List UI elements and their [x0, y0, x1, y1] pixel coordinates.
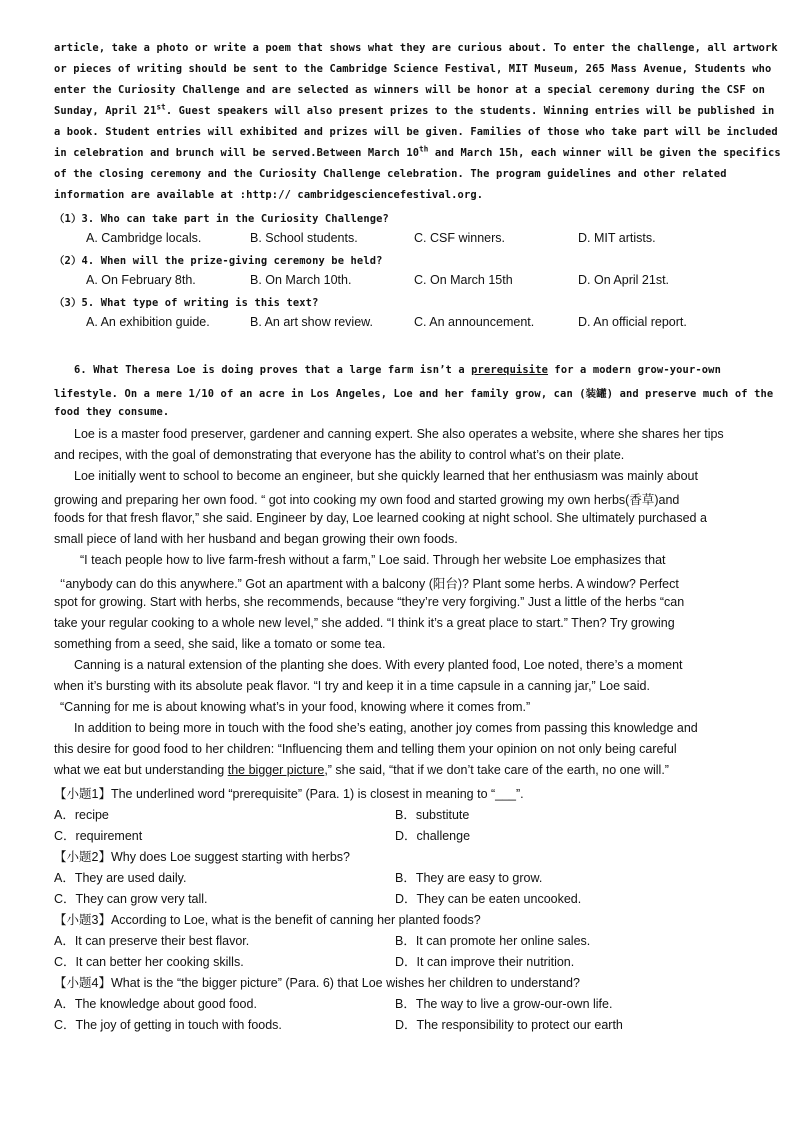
answer-option[interactable]: D. MIT artists. [578, 231, 656, 245]
passage-2-line: food they consume. [54, 406, 170, 418]
answer-option[interactable]: C．requirement [54, 829, 143, 843]
answer-option[interactable]: A. On February 8th. [86, 273, 196, 287]
underlined-word: prerequisite [471, 364, 549, 376]
passage-2-line: lifestyle. On a mere 1/10 of an acre in Los Angeles, Loe and her family grow, can (装罐) and preserve much of the [54, 388, 774, 400]
answer-option[interactable]: A. Cambridge locals. [86, 231, 202, 245]
answer-option[interactable]: B．The way to live a grow-our-own life. [395, 997, 613, 1011]
passage-2-line: In addition to being more in touch with the food she’s eating, another joy comes from passing this knowledge and [74, 721, 698, 735]
passage-2-line: Loe is a master food preserver, gardener and canning expert. She also operates a website, where she shares her tips [74, 427, 724, 441]
answer-option[interactable]: D．It can improve their nutrition. [395, 955, 575, 969]
answer-option[interactable]: D．The responsibility to protect our earth [395, 1018, 623, 1032]
answer-option[interactable]: C. CSF winners. [414, 231, 505, 245]
answer-option[interactable]: C．It can better her cooking skills. [54, 955, 244, 969]
passage-2-line: small piece of land with her husband and began growing their own foods. [54, 532, 458, 546]
answer-option[interactable]: A．recipe [54, 808, 109, 822]
text-run: Sunday, April 21 [54, 105, 157, 117]
text-run: in celebration and brunch will be served.Between March 10 [54, 147, 420, 159]
passage-2-line: this desire for good food to her children: “Influencing them and telling them your opinion on not only being careful [54, 742, 677, 756]
passage-2-line: and recipes, with the goal of demonstrating that everyone has the ability to control what’s on their plate. [54, 448, 625, 462]
question-stem: （3）5. What type of writing is this text? [54, 297, 319, 309]
passage-2-line: something from a seed, she said, like a tomato or some tea. [54, 637, 386, 651]
answer-option[interactable]: B. On March 10th. [250, 273, 352, 287]
passage-1-line [54, 144, 781, 159]
passage-2-line: take your regular cooking to a whole new level,” she added. “I think it’s a great place to start.” Then? Try growing [54, 616, 675, 630]
passage-1-line: or pieces of writing should be sent to the Cambridge Science Festival, MIT Museum, 265 Mass Avenue, Students who [54, 63, 772, 75]
answer-option[interactable]: B. An art show review. [250, 315, 373, 329]
passage-1-line: enter the Curiosity Challenge and are selected as winners will be honor at a special ceremony during the CSF on [54, 84, 766, 96]
answer-option[interactable]: B．It can promote her online sales. [395, 934, 591, 948]
question-stem: 【小题3】According to Loe, what is the benefit of canning her planted foods? [54, 913, 481, 927]
answer-option[interactable]: B. School students. [250, 231, 358, 245]
superscript: th [419, 144, 429, 154]
passage-2-line [54, 763, 669, 777]
passage-1-line: a book. Student entries will exhibited and prizes will be given. Families of those who take part will be included [54, 126, 778, 138]
passage-1-line: of the closing ceremony and the Curiosity Challenge celebration. The program guidelines and other related [54, 168, 727, 180]
answer-option[interactable]: A．The knowledge about good food. [54, 997, 257, 1011]
text-run: what we eat but understanding [54, 763, 228, 777]
passage-2-line: foods for that fresh flavor,” she said. Engineer by day, Loe learned cooking at night school. She ultimately purchased a [54, 511, 707, 525]
answer-option[interactable]: B．substitute [395, 808, 470, 822]
answer-option[interactable]: B．They are easy to grow. [395, 871, 543, 885]
answer-option[interactable]: A. An exhibition guide. [86, 315, 210, 329]
question-stem: （2）4. When will the prize-giving ceremony be held? [54, 255, 383, 267]
answer-option[interactable]: C．The joy of getting in touch with foods. [54, 1018, 282, 1032]
text-run: and March 15h, each winner will be given the specifics [428, 147, 781, 159]
passage-2-line: Loe initially went to school to become an engineer, but she quickly learned that her enthusiasm was mainly about [74, 469, 698, 483]
passage-2-line: Canning is a natural extension of the planting she does. With every planted food, Loe noted, there’s a moment [74, 658, 683, 672]
text-run: . Guest speakers will also present prizes to the students. Winning entries will be published in [165, 105, 775, 117]
answer-option[interactable]: D. An official report. [578, 315, 687, 329]
question-stem: 【小题1】The underlined word “prerequisite” (Para. 1) is closest in meaning to “___”. [54, 787, 524, 801]
answer-option[interactable]: C．They can grow very tall. [54, 892, 208, 906]
passage-1-line: article, take a photo or write a poem that shows what they are curious about. To enter the challenge, all artwork [54, 42, 778, 54]
question-stem: 【小题2】Why does Loe suggest starting with herbs? [54, 850, 350, 864]
passage-2-line: spot for growing. Start with herbs, she recommends, because “they’re very forgiving.” Just a little of the herbs “can [54, 595, 685, 609]
passage-1-line [54, 102, 775, 117]
text-run: 6. What Theresa Loe is doing proves that a large farm isn’t a [74, 364, 472, 376]
passage-2-line: ‘‘anybody can do this anywhere.” Got an apartment with a balcony (阳台)? Plant some herbs. A window? Perfect [60, 577, 679, 591]
answer-option[interactable]: D. On April 21st. [578, 273, 670, 287]
question-stem: 【小题4】What is the “the bigger picture” (Para. 6) that Loe wishes her children to understand? [54, 976, 580, 990]
text-run: ,” she said, “that if we don’t take care of the earth, no one will.” [324, 763, 669, 777]
question-stem: （1）3. Who can take part in the Curiosity Challenge? [54, 213, 389, 225]
superscript: st [156, 102, 166, 112]
passage-2-line: “Canning for me is about knowing what’s in your food, knowing where it comes from.” [60, 700, 531, 714]
answer-option[interactable]: A．It can preserve their best flavor. [54, 934, 250, 948]
underlined-phrase: the bigger picture [227, 763, 325, 777]
passage-2-line: when it’s bursting with its absolute peak flavor. “I try and keep it in a time capsule in a canning jar,” Loe said. [54, 679, 650, 693]
answer-option[interactable]: D．They can be eaten uncooked. [395, 892, 582, 906]
passage-2-line: growing and preparing her own food. “ got into cooking my own food and started growing my own herbs(香草)and [54, 493, 680, 507]
passage-1-line: information are available at :http:// cambridgesciencefestival.org. [54, 189, 484, 201]
answer-option[interactable]: D．challenge [395, 829, 471, 843]
answer-option[interactable]: A．They are used daily. [54, 871, 187, 885]
passage-2-line [74, 364, 721, 376]
answer-option[interactable]: C. On March 15th [414, 273, 513, 287]
answer-option[interactable]: C. An announcement. [414, 315, 535, 329]
passage-2-line: “I teach people how to live farm-fresh without a farm,” Loe said. Through her website Loe emphasizes that [80, 553, 666, 567]
text-run: for a modern grow-your-own [548, 364, 721, 376]
